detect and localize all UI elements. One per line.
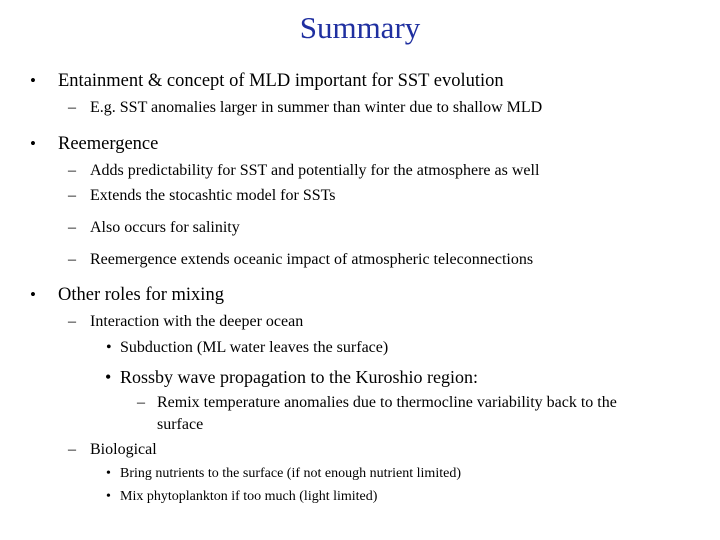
sub-item-remix-continuation [157,416,203,434]
bullet-marker: • [106,489,111,504]
dash-marker: – [68,187,76,204]
sub-item-deeper-ocean [68,313,303,331]
sub-item-remix-temperature [137,394,617,412]
dash-marker: – [68,162,76,179]
bullet-text: Other roles for mixing [58,285,224,305]
sub-item-text: Also occurs for salinity [90,219,240,236]
bullet-marker: • [106,339,112,356]
dash-marker: – [68,219,76,236]
bullet-marker: • [30,285,36,304]
bullet-marker: • [105,367,112,387]
sub-item-stochastic-model [68,187,336,205]
bullet-entrainment [30,71,504,92]
item-text: Rossby wave propagation to the Kuroshio region: [120,367,478,387]
item-text: Mix phytoplankton if too much (light limited) [120,489,378,504]
sub-item-teleconnections [68,251,533,269]
sub-item-text: Biological [90,441,157,458]
item-text: Bring nutrients to the surface (if not enough nutrient limited) [120,466,461,481]
item-subduction [106,339,388,357]
item-rossby-wave [105,367,478,388]
sub-item-biological [68,441,157,459]
item-text: Subduction (ML water leaves the surface) [120,339,389,356]
sub-item-text: Remix temperature anomalies due to thermocline variability back to the [157,394,617,411]
item-nutrients [106,466,461,482]
dash-marker: – [68,441,76,458]
dash-marker: – [68,313,76,330]
sub-item-sst-anomalies [68,99,542,117]
dash-marker: – [68,99,76,116]
bullet-marker: • [30,71,36,90]
dash-marker: – [137,394,145,411]
sub-item-text: Adds predictability for SST and potentially for the atmosphere as well [90,162,540,179]
bullet-marker: • [106,466,111,481]
sub-item-text: Extends the stocashtic model for SSTs [90,187,336,204]
bullet-marker: • [30,134,36,153]
slide-title: Summary [299,10,421,45]
bullet-reemergence [30,134,158,155]
bullet-text: Reemergence [58,134,159,154]
bullet-other-roles [30,285,224,306]
sub-item-text: E.g. SST anomalies larger in summer than winter due to shallow MLD [90,99,543,116]
sub-item-salinity [68,219,240,237]
sub-item-text: Interaction with the deeper ocean [90,313,304,330]
sub-item-text-continued: surface [157,416,204,433]
item-phytoplankton [106,489,377,505]
sub-item-text: Reemergence extends oceanic impact of atmospheric teleconnections [90,251,534,268]
dash-marker: – [68,251,76,268]
bullet-text: Entainment & concept of MLD important for SST evolution [58,71,504,91]
sub-item-predictability [68,162,539,180]
